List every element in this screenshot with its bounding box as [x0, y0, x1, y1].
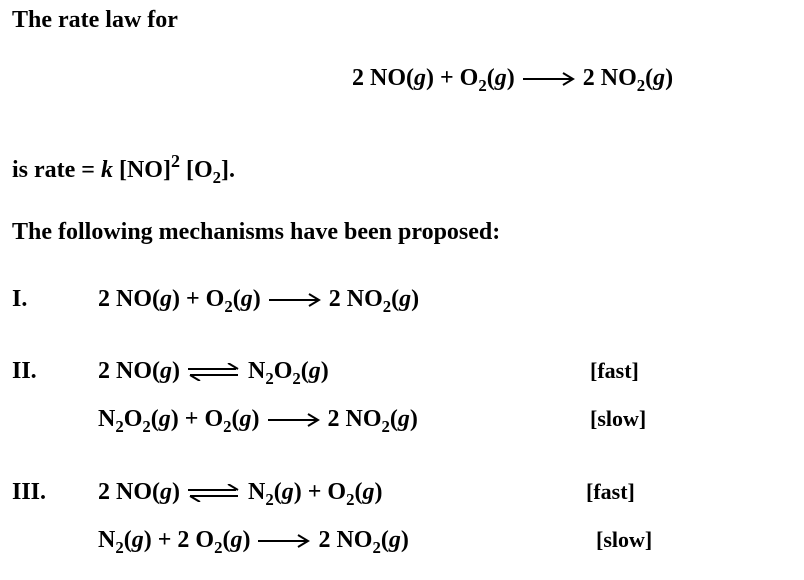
reaction-arrow-icon	[258, 534, 310, 548]
mechanism-ii-step-2: $N_2O_2(g) + O_2(g)$ 2 $NO_2(g)$	[98, 406, 418, 436]
reaction-arrow-icon	[523, 72, 575, 86]
rate-expression: is rate = k [NO]$^2$ $[O_2]$.	[12, 151, 236, 187]
speed-fast: [fast]	[590, 358, 639, 383]
speed-fast: [fast]	[586, 479, 635, 504]
mechanism-ii-step-1: 2 NO(g) $N_2O_2(g)$	[98, 358, 329, 388]
mechanism-label-ii: II.	[12, 358, 37, 384]
rate-prefix: is rate =	[12, 156, 101, 183]
mechanism-label-iii: III.	[12, 479, 47, 505]
rate-constant: k	[100, 156, 113, 183]
mechanism-iii-step-2: $N_2(g) + 2$ $O_2(g)$ 2 $NO_2(g)$	[98, 527, 409, 557]
speed-slow: [slow]	[596, 527, 653, 552]
mechanisms-heading: The following mechanisms have been proposed:	[12, 219, 501, 245]
mechanism-label-i: I.	[12, 286, 28, 312]
equilibrium-arrow-icon	[188, 484, 240, 502]
intro-text: The rate law for	[12, 7, 178, 33]
speed-slow: [slow]	[590, 406, 647, 431]
reaction-arrow-icon	[269, 293, 321, 307]
reaction-arrow-icon	[268, 413, 320, 427]
overall-reaction: 2 $NO(g) + O_2(g)$ 2 $NO_2(g)$	[352, 65, 674, 95]
equilibrium-arrow-icon	[188, 363, 240, 381]
mechanism-i-step-1: 2 $NO(g) + O_2(g)$ 2 $NO_2(g)$	[98, 286, 420, 316]
mechanism-iii-step-1: 2 NO(g) $N_2(g) + O_2(g)$	[98, 479, 383, 509]
